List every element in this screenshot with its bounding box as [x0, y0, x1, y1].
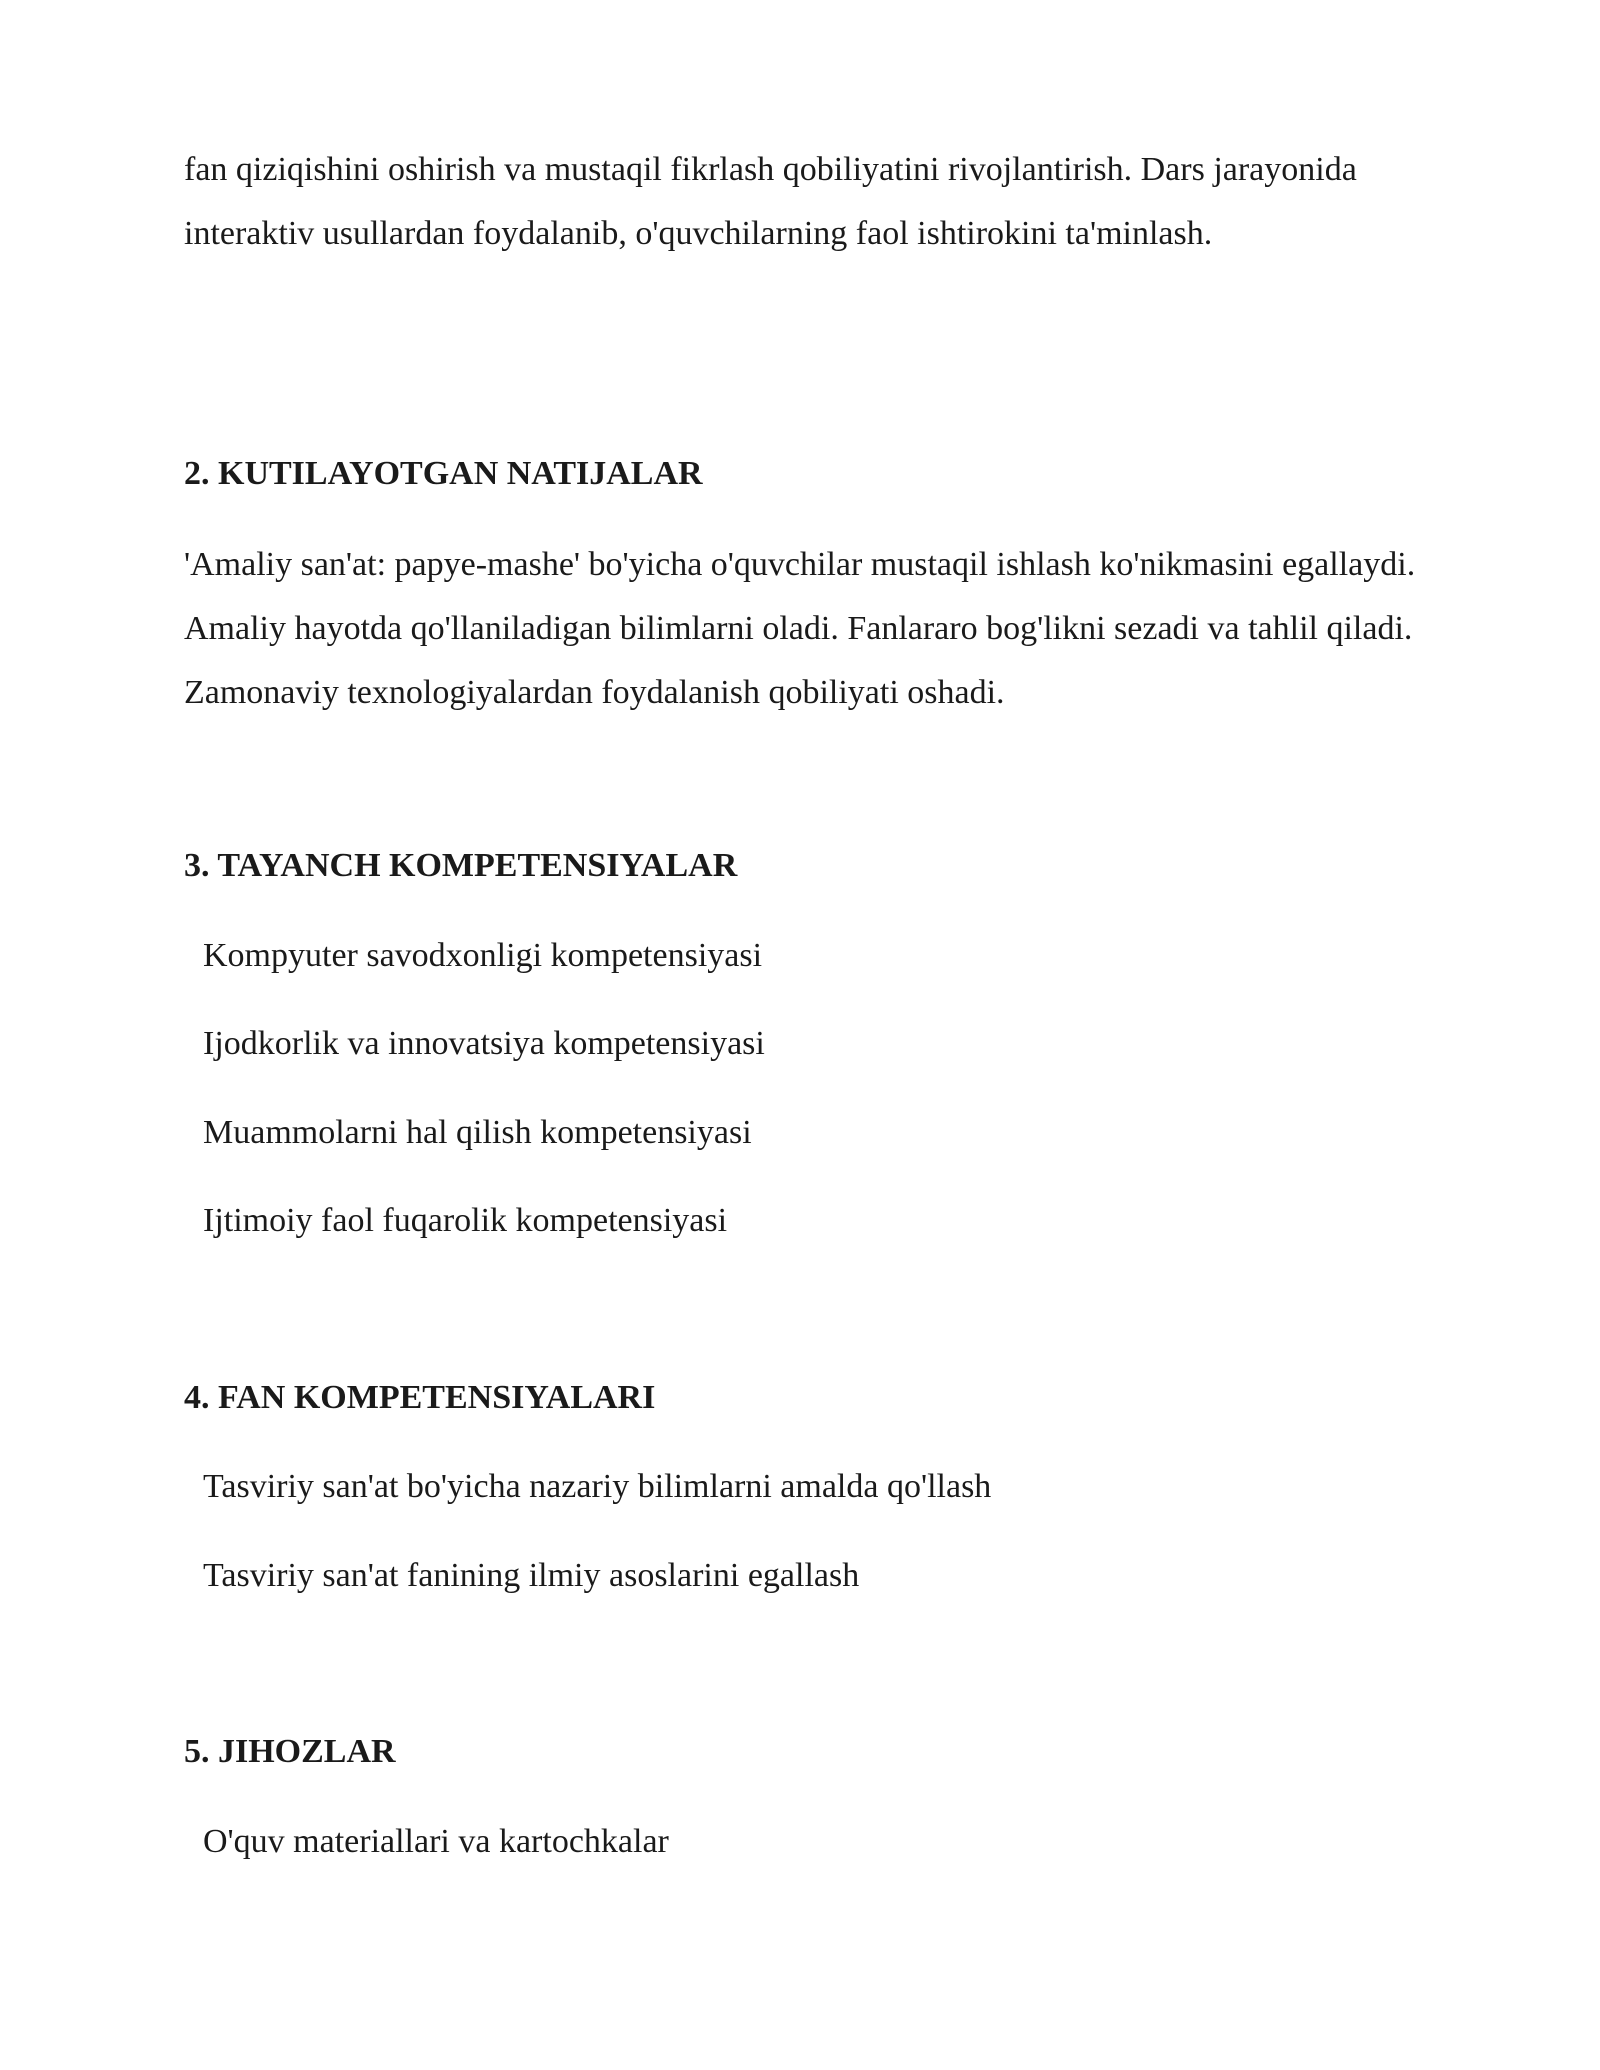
list-item: Ijodkorlik va innovatsiya kompetensiyasi: [203, 1025, 765, 1062]
section-heading-fan: 4. FAN KOMPETENSIYALARI: [184, 1379, 656, 1416]
list-item: Muammolarni hal qilish kompetensiyasi: [203, 1114, 752, 1151]
intro-paragraph: fan qiziqishini oshirish va mustaqil fikrlash qobiliyatini rivojlantirish. Dars jarayonida interaktiv usullardan foydalanib, o'quvchilarning faol ishtirokini ta'minlash.: [184, 151, 1357, 252]
section-heading-tayanch: 3. TAYANCH KOMPETENSIYALAR: [184, 847, 738, 884]
list-item: Tasviriy san'at bo'yicha nazariy bilimlarni amalda qo'llash: [203, 1468, 992, 1505]
list-item: Tasviriy san'at fanining ilmiy asoslarini egallash: [203, 1557, 860, 1594]
natijalar-paragraph: 'Amaliy san'at: papye-mashe' bo'yicha o'quvchilar mustaqil ishlash ko'nikmasini egallaydi. Amaliy hayotda qo'llaniladigan bilimlarni oladi. Fanlararo bog'likni sezadi va tahlil qiladi. Zamonaviy texnologiyalardan foydalanish qobiliyati oshadi.: [184, 546, 1416, 711]
section-heading-natijalar: 2. KUTILAYOTGAN NATIJALAR: [184, 455, 703, 492]
section-heading-jihozlar: 5. JIHOZLAR: [184, 1733, 396, 1770]
list-item: Kompyuter savodxonligi kompetensiyasi: [203, 937, 763, 974]
list-item: O'quv materiallari va kartochkalar: [203, 1823, 669, 1860]
list-item: Ijtimoiy faol fuqarolik kompetensiyasi: [203, 1202, 728, 1239]
